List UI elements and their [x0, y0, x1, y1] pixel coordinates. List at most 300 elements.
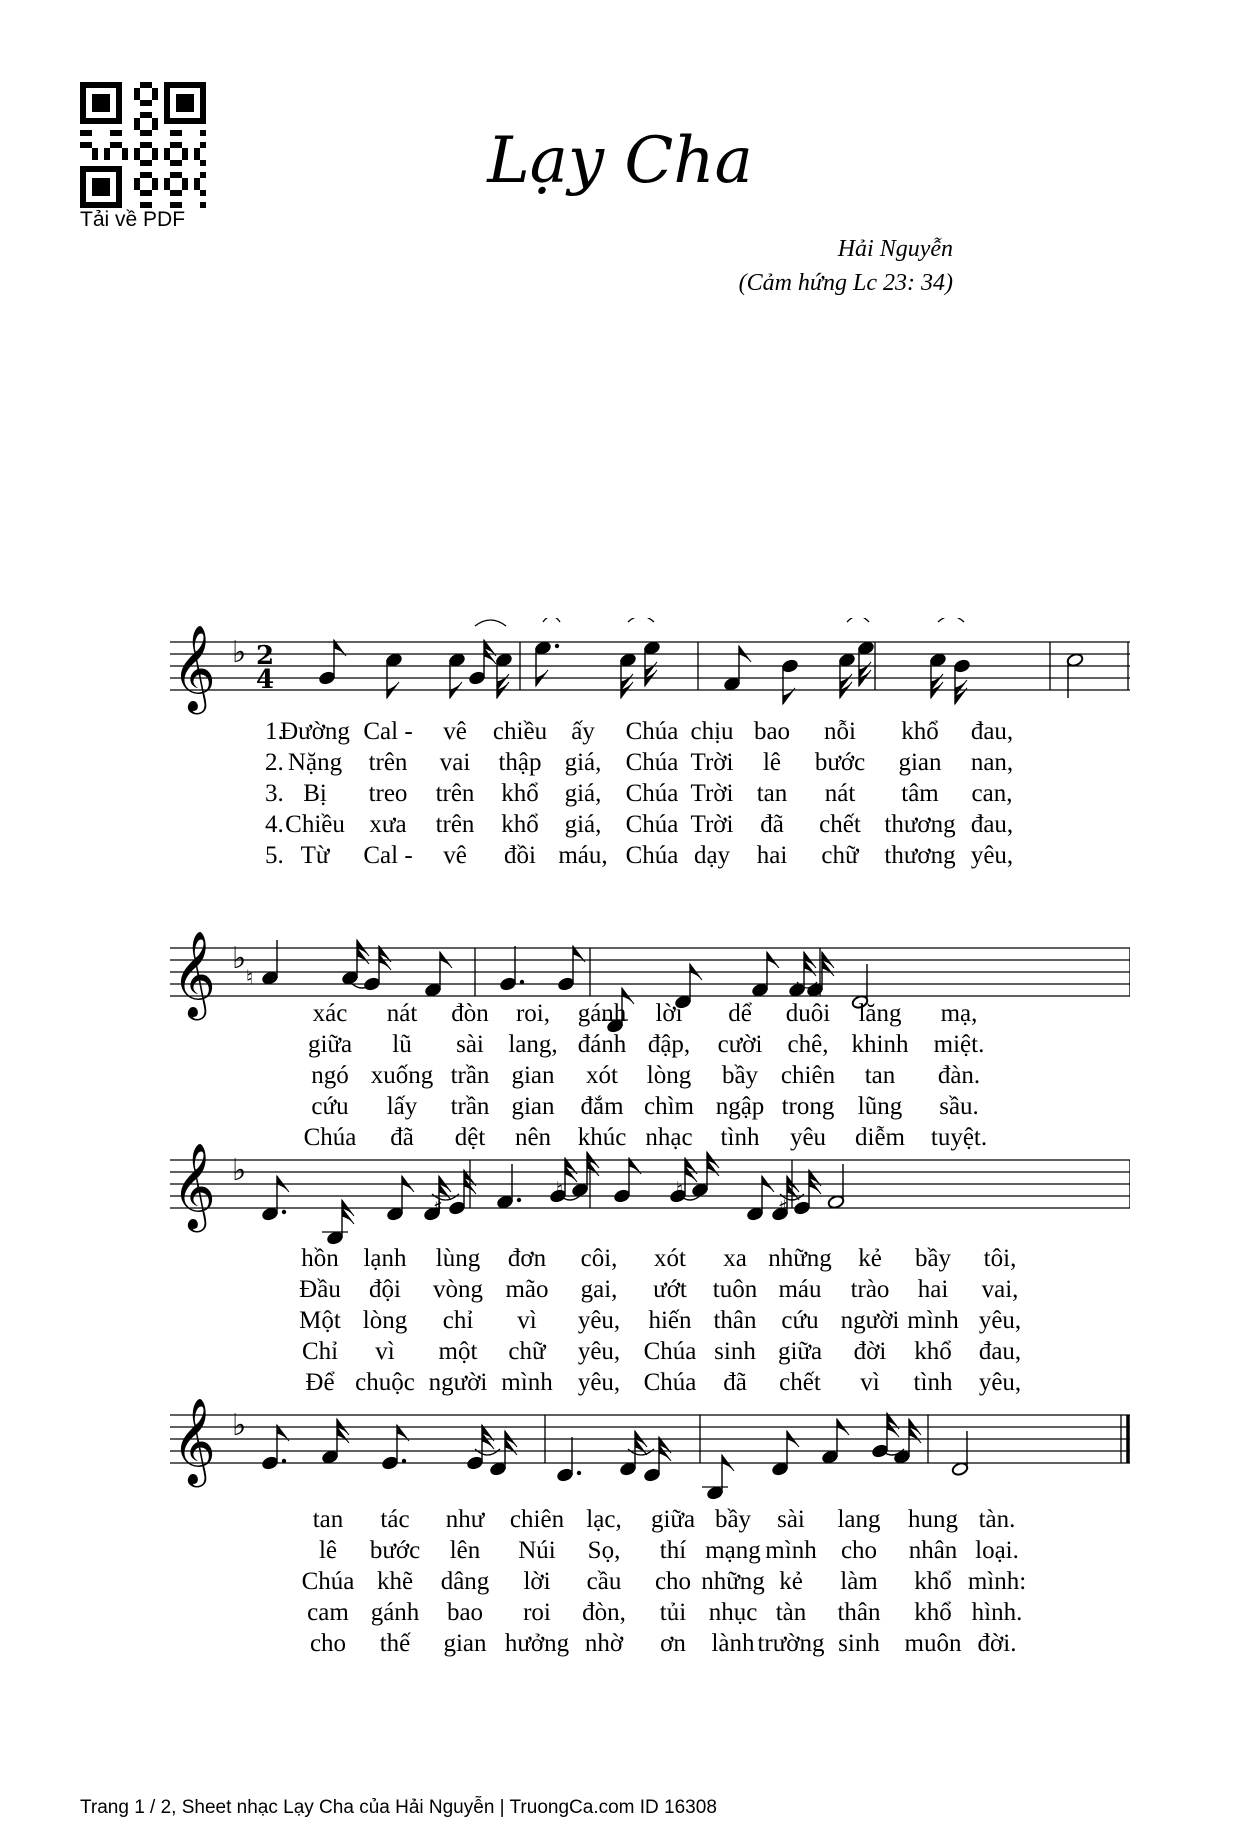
- lyric-line: [170, 1630, 1130, 1660]
- lyric-syllable: yêu: [789, 1124, 827, 1151]
- lyric-syllable: Chúa: [625, 718, 679, 745]
- lyric-syllable: hai: [756, 842, 788, 869]
- note: [557, 946, 585, 992]
- note: [613, 1158, 641, 1204]
- note: [751, 952, 779, 998]
- lyric-syllable: lời: [655, 1000, 683, 1027]
- lyric-syllable: Chỉ: [301, 1338, 339, 1365]
- lyric-syllable: trào: [850, 1276, 890, 1303]
- lyric-syllable: lang,: [508, 1031, 558, 1058]
- lyric-syllable: Trời: [690, 749, 734, 776]
- note: [619, 1431, 647, 1477]
- lyric-syllable: yêu,: [978, 1307, 1022, 1334]
- time-signature-top: 2: [256, 641, 275, 671]
- lyric-syllable: máu,: [558, 842, 608, 869]
- composer: Hải Nguyễn: [837, 236, 953, 262]
- lyric-syllable: lạc,: [586, 1506, 622, 1533]
- lyric-syllable: Chúa: [625, 811, 679, 838]
- verse-number: 2.: [265, 749, 284, 776]
- time-signature-bottom: 4: [256, 665, 275, 695]
- lyric-syllable: gian: [898, 749, 942, 776]
- key-signature-flat-icon: ♭: [232, 941, 247, 976]
- lyric-syllable: gánh: [370, 1599, 420, 1626]
- lyric-syllable: mão: [505, 1276, 549, 1303]
- note: [951, 1431, 969, 1477]
- lyric-syllable: giá,: [564, 749, 602, 776]
- lyric-syllable: đòn: [451, 1000, 489, 1027]
- lyric-syllable: thập: [498, 749, 542, 776]
- lyric-syllable: đòn,: [582, 1599, 626, 1626]
- note: [771, 1431, 799, 1477]
- sharp-icon: ♯: [433, 1195, 443, 1219]
- lyric-syllable: ngó: [311, 1062, 349, 1089]
- lyric-syllable: dể: [728, 1000, 752, 1027]
- key-signature-flat-icon: ♭: [232, 635, 247, 670]
- lyric-syllable: khổ: [914, 1568, 952, 1595]
- lyric-syllable: nát: [824, 780, 856, 807]
- lyric-syllable: Cal -: [363, 842, 413, 869]
- note: [953, 658, 971, 704]
- lyric-syllable: xa: [723, 1245, 747, 1272]
- note: [499, 946, 524, 992]
- verse-number: 5.: [265, 842, 284, 869]
- note: [821, 1419, 849, 1465]
- lyric-syllable: Chúa: [625, 842, 679, 869]
- lyric-syllable: lùng: [435, 1245, 481, 1272]
- lyric-syllable: chữ: [821, 842, 859, 869]
- lyric-syllable: cười: [717, 1031, 763, 1058]
- slur: [543, 618, 560, 622]
- lyric-syllable: một: [438, 1338, 478, 1365]
- lyric-syllable: giữa: [777, 1338, 823, 1365]
- lyric-line: [170, 1307, 1130, 1337]
- key-signature-flat-icon: ♭: [232, 1408, 247, 1443]
- lyric-syllable: Chiều: [285, 811, 345, 838]
- lyric-syllable: Cal -: [363, 718, 413, 745]
- lyric-syllable: xuống: [370, 1062, 434, 1089]
- lyric-line: [170, 1245, 1130, 1275]
- note: [386, 1176, 414, 1222]
- lyric-syllable: yêu,: [978, 1369, 1022, 1396]
- note: [781, 658, 799, 704]
- lyric-syllable: sầu.: [939, 1093, 979, 1120]
- lyric-syllable: cho: [840, 1537, 878, 1564]
- lyric-syllable: Chúa: [643, 1369, 697, 1396]
- lyric-line: [170, 1062, 1130, 1092]
- lyric-syllable: tình: [913, 1369, 953, 1396]
- lyric-syllable: tôi,: [983, 1245, 1017, 1272]
- lyric-syllable: treo: [368, 780, 408, 807]
- lyric-syllable: giữa: [307, 1031, 353, 1058]
- note: [893, 1419, 921, 1465]
- note: [495, 652, 513, 698]
- lyric-syllable: nhân: [908, 1537, 958, 1564]
- lyric-syllable: trên: [435, 780, 475, 807]
- lyric-syllable: thương: [884, 811, 956, 838]
- inspiration-note: (Cảm hứng Lc 23: 34): [738, 270, 953, 296]
- lyric-syllable: can,: [971, 780, 1013, 807]
- lyric-syllable: cam: [307, 1599, 349, 1626]
- lyric-syllable: đánh: [577, 1031, 627, 1058]
- lyric-syllable: trần: [450, 1093, 490, 1120]
- lyric-syllable: gai,: [580, 1276, 618, 1303]
- lyric-syllable: Một: [299, 1307, 341, 1334]
- lyric-syllable: mình:: [967, 1568, 1027, 1595]
- sharp-icon: ♯: [778, 1195, 788, 1219]
- lyric-syllable: đau,: [970, 718, 1014, 745]
- lyric-syllable: lấy: [386, 1093, 418, 1120]
- lyric-syllable: lũ: [392, 1031, 412, 1058]
- key-signature-flat-icon: ♭: [232, 1153, 247, 1188]
- lyric-syllable: trong: [781, 1093, 835, 1120]
- lyric-syllable: chỉ: [442, 1307, 474, 1334]
- lyric-syllable: mạ,: [940, 1000, 978, 1027]
- qr-caption[interactable]: Tải về PDF: [80, 208, 186, 231]
- lyric-syllable: sài: [777, 1506, 805, 1533]
- lyric-line: [170, 811, 1130, 841]
- lyric-syllable: duôi: [785, 1000, 831, 1027]
- verse-number: 1.: [265, 718, 284, 745]
- lyric-syllable: Sọ,: [587, 1537, 621, 1564]
- lyric-syllable: yêu,: [970, 842, 1014, 869]
- lyric-syllable: thân: [837, 1599, 881, 1626]
- lyric-line: [170, 1599, 1130, 1629]
- note: [746, 1176, 774, 1222]
- lyric-syllable: chết: [779, 1369, 821, 1396]
- lyric-syllable: Trời: [690, 780, 734, 807]
- lyric-syllable: chê,: [787, 1031, 829, 1058]
- lyric-syllable: trần: [450, 1062, 490, 1089]
- lyric-syllable: kẻ: [858, 1245, 882, 1272]
- lyric-syllable: yêu,: [577, 1338, 621, 1365]
- lyric-syllable: thân: [713, 1307, 757, 1334]
- note: [929, 652, 947, 698]
- lyric-syllable: bầy: [721, 1062, 759, 1089]
- lyric-syllable: giá,: [564, 780, 602, 807]
- lyric-syllable: dạy: [693, 842, 731, 869]
- lyric-syllable: Nặng: [287, 749, 343, 776]
- lyric-syllable: những: [768, 1245, 832, 1272]
- slur: [938, 618, 964, 622]
- lyric-syllable: cầu: [586, 1568, 622, 1595]
- lyric-syllable: vì: [375, 1338, 395, 1365]
- lyric-syllable: mạng: [705, 1537, 761, 1564]
- note: [381, 1425, 409, 1471]
- note: [318, 640, 346, 686]
- lyric-syllable: gian: [511, 1093, 555, 1120]
- page-footer: Trang 1 / 2, Sheet nhạc Lạy Cha của Hải Nguyễn | TruongCa.com ID 16308: [80, 1797, 717, 1818]
- lyric-syllable: đồi: [504, 842, 536, 869]
- note: [385, 652, 403, 698]
- lyric-syllable: mình: [765, 1537, 817, 1564]
- lyric-syllable: vai: [439, 749, 471, 776]
- lyric-syllable: roi,: [515, 1000, 551, 1027]
- lyric-syllable: Chúa: [643, 1338, 697, 1365]
- lyric-syllable: Đường: [280, 718, 350, 745]
- lyric-syllable: ngập: [715, 1093, 765, 1120]
- lyric-line: [170, 842, 1130, 872]
- lyric-syllable: hiến: [648, 1307, 692, 1334]
- lyric-syllable: lạnh: [363, 1245, 407, 1272]
- lyric-syllable: lê: [318, 1537, 338, 1564]
- lyric-syllable: tuyệt.: [930, 1124, 988, 1151]
- note: [857, 640, 875, 686]
- lyric-syllable: đã: [760, 811, 784, 838]
- lyric-syllable: ướt: [653, 1276, 687, 1303]
- note: [556, 1437, 581, 1483]
- lyric-line: [170, 1000, 1130, 1030]
- lyric-syllable: gánh: [577, 1000, 627, 1027]
- lyric-syllable: tình: [720, 1124, 760, 1151]
- lyric-syllable: sài: [456, 1031, 484, 1058]
- lyric-syllable: cứu: [781, 1307, 819, 1334]
- lyric-syllable: Chúa: [303, 1124, 357, 1151]
- lyric-syllable: mình: [907, 1307, 959, 1334]
- lyric-syllable: Chúa: [625, 749, 679, 776]
- lyric-syllable: đã: [390, 1124, 414, 1151]
- note: [1066, 652, 1084, 698]
- lyric-syllable: khinh: [851, 1031, 909, 1058]
- lyric-syllable: xác: [312, 1000, 348, 1027]
- lyric-syllable: loại.: [975, 1537, 1019, 1564]
- lyric-syllable: Chúa: [625, 780, 679, 807]
- lyric-syllable: diễm: [855, 1124, 905, 1151]
- lyric-line: [170, 780, 1130, 810]
- lyric-syllable: hình.: [971, 1599, 1023, 1626]
- note: [261, 1425, 289, 1471]
- lyric-syllable: đã: [723, 1369, 747, 1396]
- lyric-syllable: gian: [443, 1630, 487, 1657]
- treble-clef-icon: 𝄞: [172, 1143, 216, 1229]
- note: [556, 1152, 599, 1201]
- lyric-syllable: hồn: [301, 1245, 339, 1272]
- lyric-syllable: vai,: [981, 1276, 1019, 1303]
- lyric-syllable: người: [840, 1307, 900, 1334]
- lyric-syllable: hưởng: [504, 1630, 570, 1657]
- lyric-syllable: khổ: [901, 718, 939, 745]
- lyric-syllable: roi: [523, 1599, 551, 1626]
- lyric-line: [170, 1537, 1130, 1567]
- lyric-line: [170, 1124, 1130, 1154]
- lyric-syllable: nên: [514, 1124, 552, 1151]
- natural-icon: ♮: [556, 1177, 564, 1201]
- lyric-syllable: xót: [586, 1062, 618, 1089]
- lyric-syllable: Để: [305, 1369, 335, 1396]
- lyric-syllable: thương: [884, 842, 956, 869]
- lyric-syllable: chuộc: [355, 1369, 415, 1396]
- lyric-syllable: Bị: [303, 780, 327, 807]
- treble-clef-icon: 𝄞: [172, 1398, 216, 1484]
- lyric-line: [170, 1338, 1130, 1368]
- lyric-syllable: cho: [309, 1630, 347, 1657]
- lyric-syllable: tan: [756, 780, 788, 807]
- lyric-syllable: vê: [443, 842, 467, 869]
- lyric-syllable: như: [445, 1506, 485, 1533]
- lyric-line: [170, 1093, 1130, 1123]
- lyric-syllable: lê: [762, 749, 782, 776]
- music-staff-system-4: [170, 1391, 1130, 1511]
- lyric-syllable: nát: [386, 1000, 418, 1027]
- lyric-syllable: tâm: [901, 780, 939, 807]
- lyric-syllable: cứu: [311, 1093, 349, 1120]
- note: [466, 1425, 494, 1471]
- lyric-syllable: khổ: [501, 780, 539, 807]
- note: [468, 640, 496, 686]
- lyric-syllable: chết: [819, 811, 861, 838]
- note: [643, 1437, 671, 1483]
- lyric-syllable: dệt: [454, 1124, 486, 1151]
- lyric-syllable: mình: [501, 1369, 553, 1396]
- lyric-syllable: Chúa: [301, 1568, 355, 1595]
- natural-icon: ♮: [676, 1177, 684, 1201]
- lyric-syllable: bao: [753, 718, 791, 745]
- lyric-syllable: đau,: [978, 1338, 1022, 1365]
- note: [778, 1170, 821, 1219]
- lyric-syllable: trường: [757, 1630, 825, 1657]
- lyric-syllable: lên: [449, 1537, 481, 1564]
- lyric-syllable: bước: [814, 749, 866, 776]
- lyric-syllable: nhờ: [584, 1630, 624, 1657]
- lyric-syllable: đơn: [507, 1245, 547, 1272]
- lyric-syllable: tàn.: [978, 1506, 1016, 1533]
- lyric-syllable: vê: [443, 718, 467, 745]
- lyric-syllable: xưa: [369, 811, 407, 838]
- lyric-syllable: côi,: [580, 1245, 618, 1272]
- lyric-syllable: vòng: [433, 1276, 483, 1303]
- slur: [847, 618, 869, 622]
- note: [643, 640, 661, 686]
- lyric-syllable: bao: [446, 1599, 484, 1626]
- lyric-syllable: đời: [853, 1338, 887, 1365]
- lyric-syllable: thí: [659, 1537, 687, 1564]
- lyric-syllable: xót: [654, 1245, 686, 1272]
- note: [838, 652, 856, 698]
- verse-number: 3.: [265, 780, 284, 807]
- natural-icon: ♮: [246, 965, 254, 989]
- lyric-syllable: làm: [840, 1568, 878, 1595]
- lyric-syllable: đập,: [647, 1031, 691, 1058]
- lyric-syllable: vì: [517, 1307, 537, 1334]
- lyric-syllable: tác: [380, 1506, 410, 1533]
- lyric-line: [170, 1031, 1130, 1061]
- lyric-syllable: sinh: [838, 1630, 880, 1657]
- lyric-syllable: khổ: [501, 811, 539, 838]
- lyric-syllable: gian: [511, 1062, 555, 1089]
- lyric-syllable: ấy: [571, 718, 595, 745]
- lyric-syllable: cho: [654, 1568, 692, 1595]
- note: [261, 1176, 289, 1222]
- lyric-syllable: máu: [778, 1276, 822, 1303]
- lyric-syllable: Đầu: [299, 1276, 341, 1303]
- lyric-syllable: lòng: [362, 1307, 408, 1334]
- lyric-syllable: dâng: [440, 1568, 490, 1595]
- lyric-syllable: yêu,: [577, 1307, 621, 1334]
- treble-clef-icon: 𝄞: [172, 625, 216, 711]
- lyric-syllable: thế: [379, 1630, 411, 1657]
- lyric-syllable: tan: [312, 1506, 344, 1533]
- lyric-syllable: đàn.: [937, 1062, 981, 1089]
- lyric-line: [170, 1369, 1130, 1399]
- lyric-syllable: nỗi: [824, 718, 856, 745]
- lyric-syllable: nan,: [970, 749, 1014, 776]
- lyric-syllable: ơn: [660, 1630, 686, 1657]
- lyric-syllable: chữ: [508, 1338, 546, 1365]
- lyric-syllable: giá,: [564, 811, 602, 838]
- lyric-syllable: nhục: [708, 1599, 758, 1626]
- note: [619, 652, 637, 698]
- note: [871, 1413, 899, 1459]
- lyric-syllable: lũng: [857, 1093, 903, 1120]
- lyric-syllable: bầy: [914, 1245, 952, 1272]
- lyric-syllable: tan: [864, 1062, 896, 1089]
- lyric-syllable: giữa: [650, 1506, 696, 1533]
- lyric-syllable: chiều: [492, 718, 548, 745]
- song-title: Lạy Cha: [487, 124, 753, 198]
- lyric-syllable: những: [701, 1568, 765, 1595]
- lyric-line: [170, 749, 1130, 779]
- note: [496, 1164, 521, 1210]
- lyric-line: [170, 1506, 1130, 1536]
- note: [321, 1419, 349, 1465]
- verse-number: 4.: [265, 811, 284, 838]
- lyric-syllable: lăng: [858, 1000, 902, 1027]
- note: [723, 646, 751, 692]
- lyric-syllable: đời.: [977, 1630, 1017, 1657]
- lyric-syllable: tủi: [659, 1599, 687, 1626]
- note: [322, 1200, 354, 1246]
- note: [448, 652, 466, 698]
- lyric-syllable: trên: [368, 749, 408, 776]
- lyric-syllable: khẽ: [376, 1568, 414, 1595]
- lyric-syllable: hai: [917, 1276, 949, 1303]
- lyric-syllable: đội: [369, 1276, 401, 1303]
- treble-clef-icon: 𝄞: [172, 931, 216, 1017]
- lyric-syllable: khổ: [914, 1599, 952, 1626]
- lyric-line: [170, 1276, 1130, 1306]
- lyric-syllable: chiên: [509, 1506, 565, 1533]
- lyric-syllable: trên: [435, 811, 475, 838]
- lyric-syllable: nhạc: [645, 1124, 693, 1151]
- note: [341, 940, 369, 986]
- music-staff-system-3: [170, 1136, 1130, 1256]
- note: [424, 952, 452, 998]
- note: [363, 946, 391, 992]
- lyric-syllable: đắm: [580, 1093, 624, 1120]
- note: [827, 1164, 845, 1210]
- lyric-syllable: lòng: [646, 1062, 692, 1089]
- lyric-syllable: đau,: [970, 811, 1014, 838]
- lyric-syllable: muôn: [904, 1630, 962, 1657]
- lyric-syllable: chiên: [780, 1062, 836, 1089]
- slur: [475, 1449, 500, 1455]
- lyric-syllable: vì: [860, 1369, 880, 1396]
- lyric-syllable: miệt.: [933, 1031, 985, 1058]
- lyric-line: [170, 718, 1130, 748]
- note: [246, 940, 279, 989]
- lyric-syllable: Núi: [518, 1537, 556, 1564]
- lyric-syllable: bước: [369, 1537, 421, 1564]
- lyric-syllable: người: [428, 1369, 488, 1396]
- lyric-syllable: Từ: [300, 842, 330, 869]
- lyric-syllable: sinh: [714, 1338, 756, 1365]
- lyric-syllable: tuôn: [712, 1276, 758, 1303]
- lyric-syllable: Trời: [690, 811, 734, 838]
- lyric-syllable: bầy: [714, 1506, 752, 1533]
- lyric-syllable: hung: [908, 1506, 958, 1533]
- lyric-syllable: khúc: [577, 1124, 627, 1151]
- lyric-syllable: chìm: [644, 1093, 694, 1120]
- note: [676, 1152, 719, 1201]
